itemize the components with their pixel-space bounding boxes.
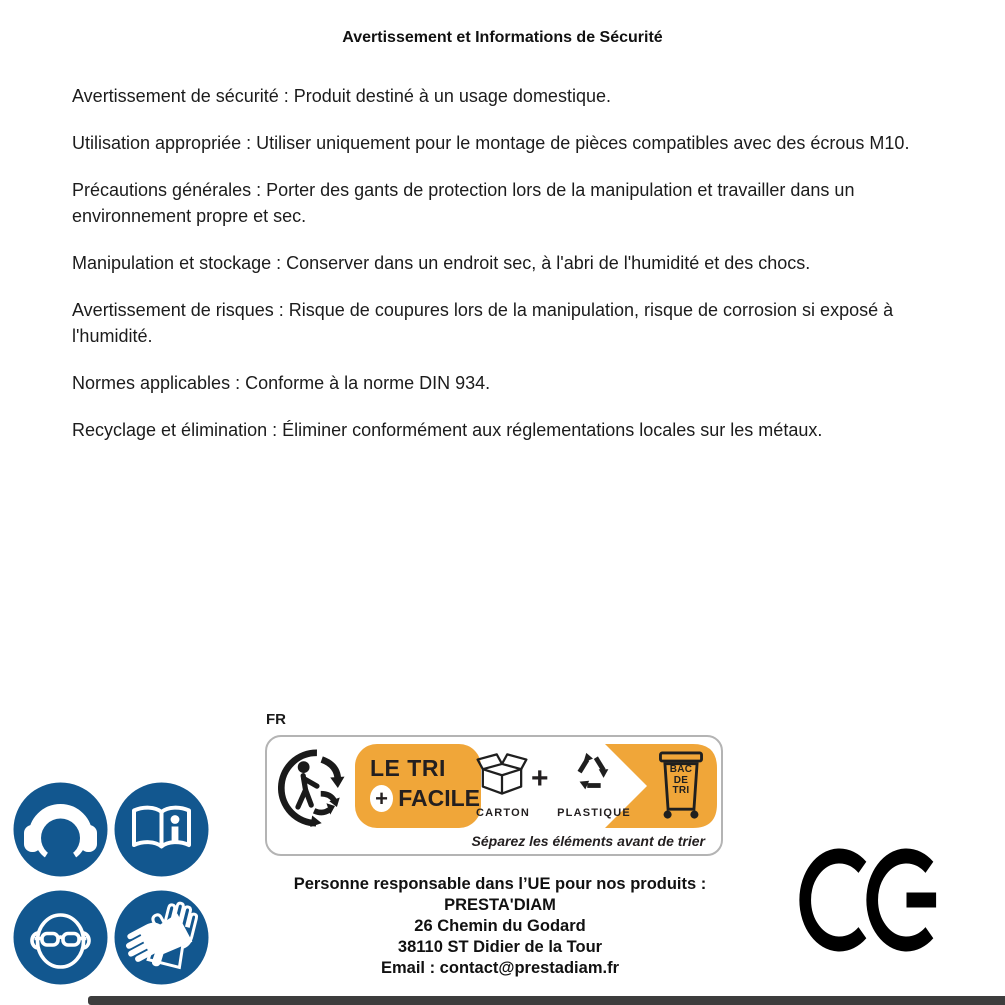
address-city: 38110 ST Didier de la Tour: [397, 938, 603, 956]
plastique-label: PLASTIQUE: [557, 807, 631, 819]
paragraph-general-precautions: Précautions générales : Porter des gants de protection lors de la manipulation et travailler dans un environnement propre et sec.: [72, 180, 855, 226]
company-name: PRESTA'DIAM: [444, 896, 556, 914]
wear-protective-gloves-icon: [113, 889, 210, 986]
triman-icon: [278, 746, 354, 830]
paragraph-applicable-standards: Normes applicables : Conforme à la norme DIN 934.: [72, 373, 491, 393]
bin-text: BAC DE TRI: [669, 764, 693, 796]
paragraph-safety-warning: Avertissement de sécurité : Produit destiné à un usage domestique.: [72, 86, 611, 106]
headline-line2: FACILE: [398, 785, 480, 811]
materials-plus: +: [531, 762, 549, 795]
paragraph-appropriate-use: Utilisation appropriée : Utiliser uniquement pour le montage de pièces compatibles avec des écrous M10.: [72, 133, 910, 153]
info-tri-label: [265, 735, 723, 856]
page-title: Avertissement et Informations de Sécurité: [342, 29, 663, 46]
mandatory-pictograms: [12, 781, 210, 987]
wear-ear-protection-icon: [12, 781, 109, 878]
address-street: 26 Chemin du Godard: [414, 917, 586, 935]
read-instruction-manual-icon: [113, 781, 210, 878]
paragraph-risk-warning: Avertissement de risques : Risque de coupures lors de la manipulation, risque de corrosion si exposé à l'humidité.: [72, 300, 894, 346]
responsible-intro-line: Personne responsable dans l’UE pour nos produits :: [293, 875, 707, 893]
carton-box-icon: [475, 750, 529, 800]
plus-circle-icon: +: [370, 785, 393, 812]
paragraph-recycling-disposal: Recyclage et élimination : Éliminer conformément aux réglementations locales sur les métaux.: [72, 420, 823, 440]
responsible-person-block: [250, 874, 750, 979]
country-code-label: FR: [266, 711, 286, 728]
ce-mark-icon: [799, 848, 947, 952]
materials-zone: [463, 744, 649, 828]
contact-email: Email : contact@prestadiam.fr: [381, 959, 619, 977]
sorting-note: Séparez les éléments avant de trier: [471, 833, 705, 849]
recycling-triangle-icon: [569, 750, 617, 798]
info-tri-band: [355, 744, 717, 828]
page-edge-divider: [88, 996, 1005, 1005]
safety-paragraphs: [72, 83, 957, 464]
paragraph-handling-storage: Manipulation et stockage : Conserver dans un endroit sec, à l'abri de l'humidité et des chocs.: [72, 253, 811, 273]
headline-line1: LE TRI: [370, 755, 446, 781]
wear-eye-protection-icon: [12, 889, 109, 986]
carton-label: CARTON: [475, 807, 531, 819]
sorting-bin-icon: [656, 749, 706, 823]
